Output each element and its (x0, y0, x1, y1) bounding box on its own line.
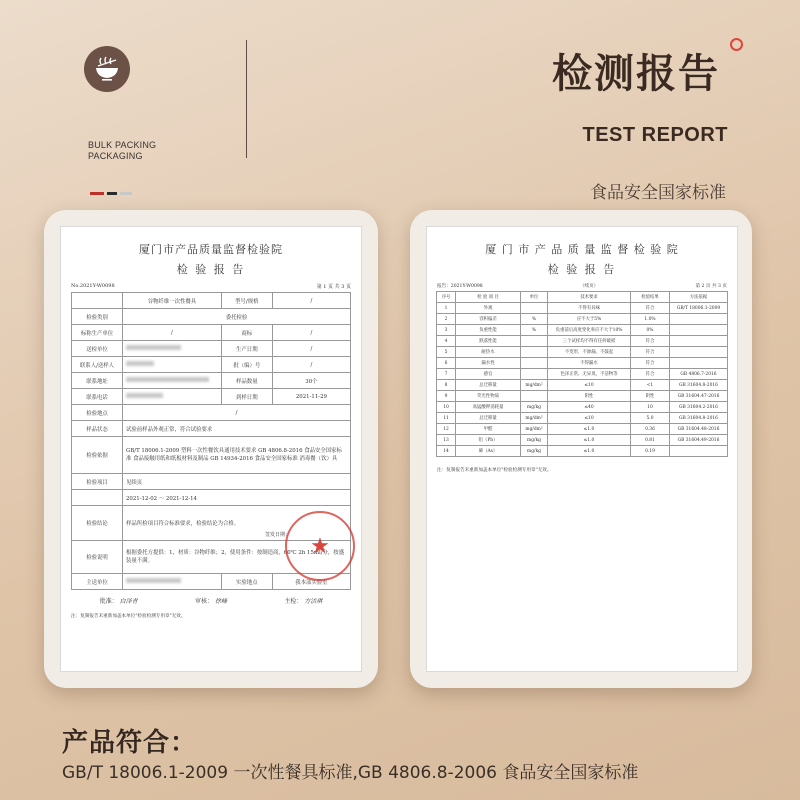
cell-label: 到样日期 (221, 389, 272, 405)
page-title-english: TEST REPORT (582, 124, 728, 146)
table-row (437, 380, 728, 391)
cell-value: 我本部实验室 (272, 574, 350, 590)
cell-method: GB/T 18006.1-2009 (670, 303, 728, 314)
cell-item: 总迁移量 (456, 413, 521, 424)
cell-item: 容积偏差 (456, 314, 521, 325)
cell-method: GB 31604.8-2016 (670, 380, 728, 391)
institute-name: 厦门市产品质量监督检验院 (139, 243, 283, 256)
cell-value-blurred (123, 574, 222, 590)
cell-req: ≤1.0 (548, 446, 631, 457)
packing-line-1: BULK PACKING (88, 140, 157, 150)
cell-req: ≤1.0 (548, 424, 631, 435)
signature-row (61, 596, 361, 605)
cell-method: GB 31604.49-2016 (670, 435, 728, 446)
table-row (72, 309, 351, 325)
report-number: No.2021Y-W0098 (71, 283, 115, 289)
cell-value: GB/T 18006.1-2009 塑料一次性餐饮具通用技术要求 GB 4806.8-2016 食品安全国家标准 食品接触用纸和纸板材料及制品 GB 14934-2016 食品安全国家标准 消毒餐（饮）具 (123, 437, 351, 474)
table-row (437, 413, 728, 424)
cell-item: 高锰酸钾消耗量 (456, 402, 521, 413)
steaming-bowl-icon (92, 54, 122, 84)
cell-unit (521, 358, 548, 369)
cell-label: 标称生产单位 (72, 325, 123, 341)
cell-label: 样品数量 (221, 373, 272, 389)
cell-label: 检验说明 (72, 541, 123, 574)
cell-value: / (272, 357, 350, 373)
cell-value: / (123, 405, 351, 421)
cell-label: 检验依据 (72, 437, 123, 474)
report-card-right (410, 210, 752, 688)
cell-value: 见续页 (123, 474, 351, 490)
table-row (437, 391, 728, 402)
cell-result: 1.0% (631, 314, 670, 325)
report-title: 检 验 报 告 (176, 263, 246, 276)
cell-item: 漏水性 (456, 358, 521, 369)
table-row (72, 293, 351, 309)
cell-item: 耐热水 (456, 347, 521, 358)
cell-value: 根据委托方提供：1，材质：谷物纤维；2，使用条件：按制造商，60℃ 2h 15ml/分，按盛装量不满。 (123, 541, 351, 574)
cell-label: 送检单位 (72, 341, 123, 357)
cell-unit: mg/kg (521, 446, 548, 457)
cell-no: 11 (437, 413, 456, 424)
results-table (436, 291, 728, 457)
cell-method (670, 347, 728, 358)
cell-unit: mg/kg (521, 435, 548, 446)
cell-value: 2021-11-29 (272, 389, 350, 405)
cell-label: 联系电话 (72, 389, 123, 405)
cell-item: 砷（As） (456, 446, 521, 457)
institute-name: 厦 门 市 产 品 质 量 监 督 检 验 院 (485, 243, 679, 256)
cell-unit: mg/dm² (521, 413, 548, 424)
cell-label: 联系人/送样人 (72, 357, 123, 373)
page-info: 第 1 页 共 3 页 (316, 284, 351, 290)
cell-value: / (272, 341, 350, 357)
signer-approve: 批准： 白泽青 (99, 598, 138, 605)
cell-label: 生产日期 (221, 341, 272, 357)
cell-label: 主送单位 (72, 574, 123, 590)
cell-method (670, 358, 728, 369)
cell-value: / (272, 325, 350, 341)
cell-item: 总迁移量 (456, 380, 521, 391)
cell-method: GB 31604.2-2016 (670, 402, 728, 413)
cell-no: 1 (437, 303, 456, 314)
table-row (72, 341, 351, 357)
conclusion-text: 样品所检项目符合标准要求，检验结论为合格。 (126, 521, 240, 527)
cell-no: 8 (437, 380, 456, 391)
cell-value-blurred (123, 373, 222, 389)
cell-value: / (123, 325, 222, 341)
cell-item: 外观 (456, 303, 521, 314)
table-row (437, 347, 728, 358)
cell-method: GB 4806.7-2016 (670, 369, 728, 380)
cell-label: 实验地点 (221, 574, 272, 590)
table-row (72, 357, 351, 373)
signer-review: 审核： 徐峰 (195, 598, 227, 605)
cell-label: 批（编）号 (221, 357, 272, 373)
cell-item: 甲醛 (456, 424, 521, 435)
cell-unit (521, 303, 548, 314)
cell-method: GB 31604.47-2016 (670, 391, 728, 402)
cell-no: 6 (437, 358, 456, 369)
cell-label: 检验结论 (72, 506, 123, 541)
cell-unit: mg/dm² (521, 380, 548, 391)
cell-req: ≤10 (548, 380, 631, 391)
cell-label: 检验地点 (72, 405, 123, 421)
table-row (437, 435, 728, 446)
cell-req: 负重前后高度变化率应不大于10% (548, 325, 631, 336)
cell-result: <1 (631, 380, 670, 391)
cell-value: 2021-12-02 ～ 2021-12-14 (123, 490, 351, 506)
cell-req: 阴性 (548, 391, 631, 402)
report-card-left (44, 210, 378, 688)
column-header: 单位 (521, 292, 548, 303)
cell-method (670, 325, 728, 336)
cell-no: 7 (437, 369, 456, 380)
cell-result: 10 (631, 402, 670, 413)
cell-result: 符合 (631, 347, 670, 358)
table-row (437, 424, 728, 435)
cell-result: 0.81 (631, 435, 670, 446)
cell-value-blurred (123, 357, 222, 373)
cell-no: 2 (437, 314, 456, 325)
cell-result: 阴性 (631, 391, 670, 402)
cell-req: ≤10 (548, 413, 631, 424)
brand-logo (84, 46, 130, 92)
cell-label: 型号/规格 (221, 293, 272, 309)
cell-unit (521, 336, 548, 347)
cell-value: 30个 (272, 373, 350, 389)
table-row (437, 303, 728, 314)
cell-value-blurred (123, 341, 222, 357)
cell-method: GB 31604.48-2016 (670, 424, 728, 435)
table-row (437, 325, 728, 336)
packing-label (88, 140, 156, 162)
table-row (437, 446, 728, 457)
footer-note: 注：复制报告未重新加盖本单位"检验检测专用章"无效。 (437, 468, 552, 473)
column-header: 检验结果 (631, 292, 670, 303)
cell-no: 5 (437, 347, 456, 358)
compliance-title: 产品符合： (62, 728, 198, 758)
report-number: 报告：2021Y-W0098 (437, 284, 483, 289)
cell-item: 荧光性物质 (456, 391, 521, 402)
issue-date-label: 签发日期： (264, 532, 290, 538)
cell-no: 13 (437, 435, 456, 446)
table-row (437, 402, 728, 413)
cell-unit: mg/dm² (521, 424, 548, 435)
signer-inspect: 主检： 方洁琪 (284, 598, 323, 605)
cell-method: GB 31604.8-2016 (670, 413, 728, 424)
cell-result: 符合 (631, 358, 670, 369)
cell-result: 0.19 (631, 446, 670, 457)
cell-req: ≤1.0 (548, 435, 631, 446)
table-header-row (437, 292, 728, 303)
cell-unit (521, 347, 548, 358)
page-subtitle: 食品安全国家标准 (590, 183, 726, 203)
column-header: 技术要求 (548, 292, 631, 303)
cell-method (670, 446, 728, 457)
cell-result: 0.36 (631, 424, 670, 435)
cell-no: 3 (437, 325, 456, 336)
table-row (72, 490, 351, 506)
table-row (72, 437, 351, 474)
table-row (72, 421, 351, 437)
compliance-standards: GB/T 18006.1-2009 一次性餐具标准,GB 4806.8-2006 食品安全国家标准 (62, 763, 639, 783)
official-seal-stamp: ★ (285, 511, 355, 581)
cell-no: 14 (437, 446, 456, 457)
cell-req: 不得漏水 (548, 358, 631, 369)
cell-label (72, 293, 123, 309)
table-row (437, 314, 728, 325)
table-row (437, 369, 728, 380)
divider-line (246, 40, 247, 158)
cell-result: 符合 (631, 303, 670, 314)
cell-req: ≤40 (548, 402, 631, 413)
cell-unit (521, 391, 548, 402)
page-title: 检测报告 (552, 51, 720, 97)
table-row (437, 358, 728, 369)
table-row (72, 405, 351, 421)
cell-label: 商标 (221, 325, 272, 341)
cell-method (670, 314, 728, 325)
cell-label: 检验类别 (72, 309, 123, 325)
cell-value: 委托检验 (123, 309, 351, 325)
footer-note: 注：复制报告未重新加盖本单位"检验检测专用章"无效。 (71, 614, 186, 619)
table-row (72, 389, 351, 405)
decorative-color-bar (90, 192, 132, 195)
cell-result: 0% (631, 325, 670, 336)
cell-result: 符合 (631, 336, 670, 347)
cell-result: 符合 (631, 369, 670, 380)
cell-item: 感官 (456, 369, 521, 380)
cell-no: 4 (437, 336, 456, 347)
cell-unit (521, 369, 548, 380)
cell-req: 不得有异味 (548, 303, 631, 314)
cell-item: 铅（Pb） (456, 435, 521, 446)
packing-line-2: PACKAGING (88, 151, 143, 161)
cell-label: 检验项目 (72, 474, 123, 490)
cell-unit: mg/kg (521, 402, 548, 413)
accent-dot (730, 38, 743, 51)
report-title: 检 验 报 告 (547, 263, 617, 276)
cell-value: 谷物纤维一次性餐具 (123, 293, 222, 309)
cell-req: 三个试样均不得有任何破损 (548, 336, 631, 347)
cell-unit: % (521, 325, 548, 336)
cell-label: 联系地址 (72, 373, 123, 389)
column-header: 检 验 项 目 (456, 292, 521, 303)
column-header: 序号 (437, 292, 456, 303)
cell-item: 负重性能 (456, 325, 521, 336)
cell-method (670, 336, 728, 347)
cell-no: 9 (437, 391, 456, 402)
table-row (72, 373, 351, 389)
report-sheet-left (60, 226, 362, 672)
cell-result: 5.0 (631, 413, 670, 424)
cell-label (72, 490, 123, 506)
cell-no: 10 (437, 402, 456, 413)
report-sheet-right (426, 226, 738, 672)
cell-unit: % (521, 314, 548, 325)
cell-value: 试验前样品外观正常，符合试验要求 (123, 421, 351, 437)
report-meta (427, 283, 737, 289)
cell-req: 不变形，不渗漏，不鼓起 (548, 347, 631, 358)
cell-no: 12 (437, 424, 456, 435)
cell-req: 色泽正常，无异臭，不洁物等 (548, 369, 631, 380)
cell-value: / (272, 293, 350, 309)
table-row (72, 474, 351, 490)
cell-value-blurred (123, 389, 222, 405)
cell-req: 应不大于5% (548, 314, 631, 325)
column-header: 方法依据 (670, 292, 728, 303)
cell-label: 样品状态 (72, 421, 123, 437)
continued-label: （续页） (579, 284, 599, 289)
cell-item: 跌落性能 (456, 336, 521, 347)
page-info: 第 2 页 共 3 页 (695, 284, 727, 289)
table-row (437, 336, 728, 347)
table-row (72, 325, 351, 341)
report-meta (61, 283, 361, 290)
